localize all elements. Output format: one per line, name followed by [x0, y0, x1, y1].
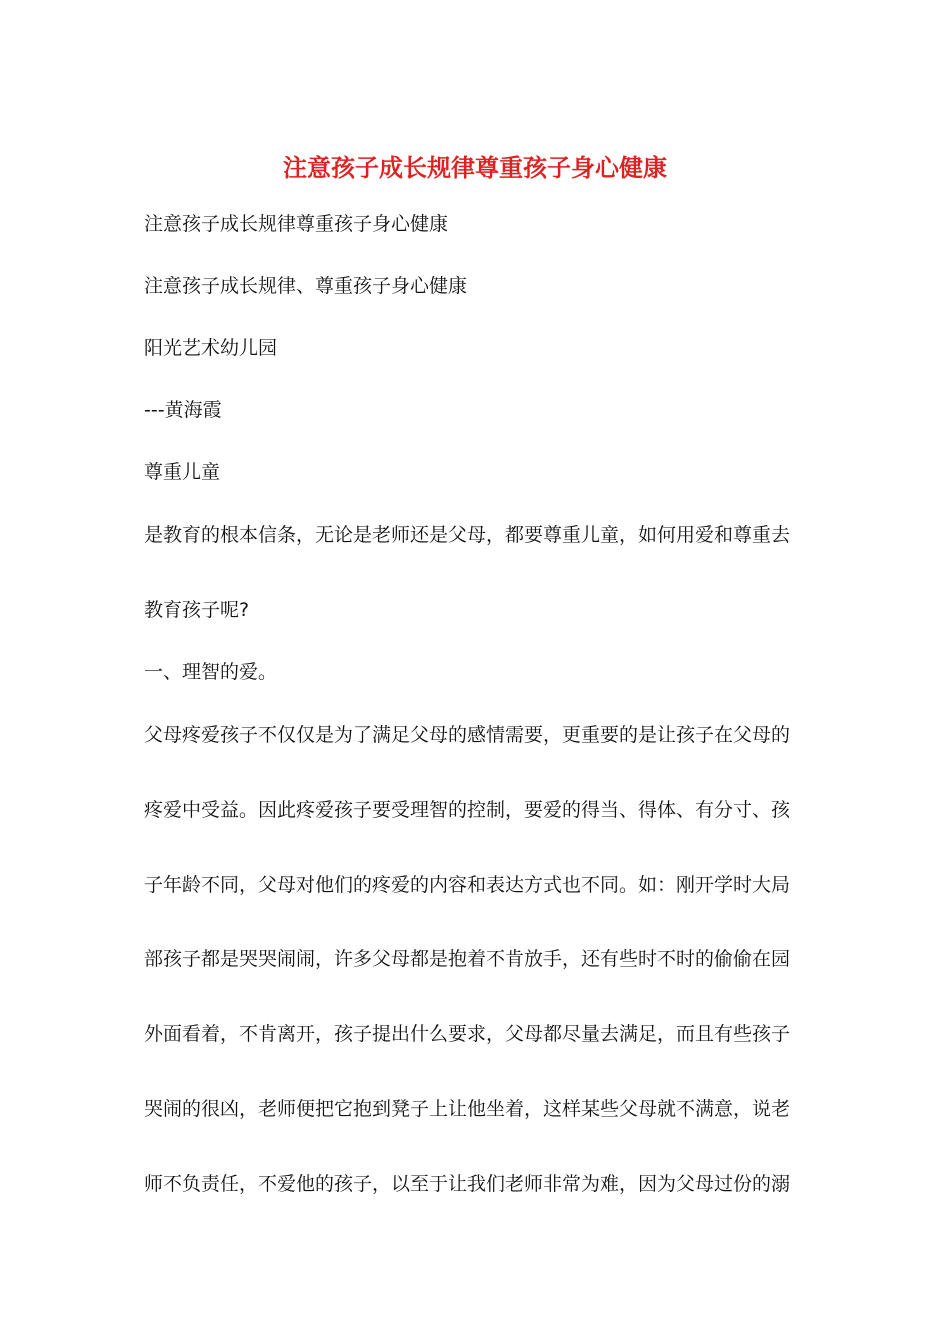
paragraph-line: 师不负责任，不爱他的孩子，以至于让我们老师非常为难，因为父母过份的溺	[144, 1173, 791, 1195]
document-title: 注意孩子成长规律尊重孩子身心健康	[283, 154, 667, 182]
paragraph-line: 部孩子都是哭哭闹闹，许多父母都是抱着不肯放手，还有些时不时的偷偷在园	[144, 948, 791, 970]
paragraph-line: 外面看着，不肯离开，孩子提出什么要求，父母都尽量去满足，而且有些孩子	[144, 1023, 791, 1045]
paragraph-line: 是教育的根本信条，无论是老师还是父母，都要尊重儿童，如何用爱和尊重去	[144, 524, 791, 546]
paragraph-line: 父母疼爱孩子不仅仅是为了满足父母的感情需要，更重要的是让孩子在父母的	[144, 724, 791, 746]
paragraph-line: 注意孩子成长规律、尊重孩子身心健康	[144, 275, 468, 297]
paragraph-line: 子年龄不同，父母对他们的疼爱的内容和表达方式也不同。如：刚开学时大局	[144, 874, 791, 896]
paragraph-line: ---黄海霞	[144, 399, 222, 421]
paragraph-line: 教育孩子呢?	[144, 599, 250, 621]
paragraph-line: 阳光艺术幼儿园	[144, 337, 278, 359]
paragraph-line: 尊重儿童	[144, 461, 221, 483]
paragraph-line: 哭闹的很凶，老师便把它抱到凳子上让他坐着，这样某些父母就不满意，说老	[144, 1098, 791, 1120]
paragraph-line: 一、理智的爱。	[144, 661, 278, 683]
paragraph-line: 疼爱中受益。因此疼爱孩子要受理智的控制，要爱的得当、得体、有分寸、孩	[144, 799, 791, 821]
paragraph-line: 注意孩子成长规律尊重孩子身心健康	[144, 213, 449, 235]
